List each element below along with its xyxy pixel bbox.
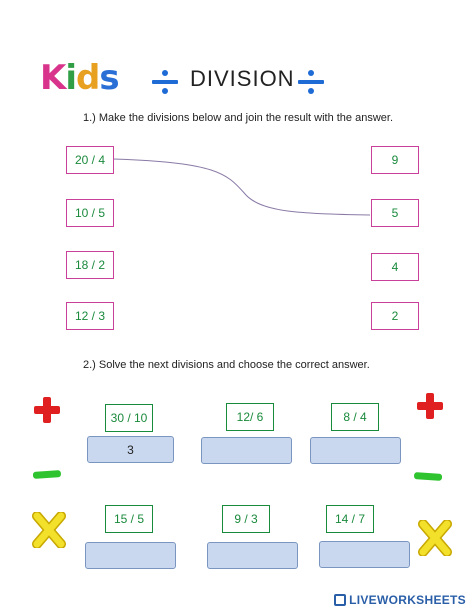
instruction-part2: 2.) Solve the next divisions and choose the correct answer. [83,359,370,371]
logo-letter-s: s [99,58,119,98]
instruction-part1: 1.) Make the divisions below and join the result with the answer. [83,112,393,124]
question-box: 8 / 4 [331,403,379,431]
answer-select[interactable] [85,542,176,569]
match-left-item[interactable]: 10 / 5 [66,199,114,227]
minus-icon [414,472,442,482]
answer-select[interactable] [201,437,292,464]
plus-icon [417,393,443,419]
match-line-20-4-to-5 [113,159,370,215]
minus-icon [33,470,61,480]
match-right-item[interactable]: 5 [371,199,419,227]
match-left-item[interactable]: 18 / 2 [66,251,114,279]
match-right-item[interactable]: 9 [371,146,419,174]
footer-brand: LIVEWORKSHEETS [349,593,466,607]
question-box: 12/ 6 [226,403,274,431]
logo-letter-i: i [65,58,77,98]
logo-letter-k: K [40,58,66,98]
liveworksheets-footer [334,593,466,607]
plus-icon [34,397,60,423]
question-box: 9 / 3 [222,505,270,533]
match-left-item[interactable]: 20 / 4 [66,146,114,174]
question-box: 15 / 5 [105,505,153,533]
question-box: 14 / 7 [326,505,374,533]
answer-select[interactable] [319,541,410,568]
times-icon [32,512,66,548]
answer-select[interactable]: 3 [87,436,174,463]
liveworksheets-logo-icon [334,594,346,606]
logo-letter-d: d [76,58,100,98]
question-box: 30 / 10 [105,404,153,432]
page-title: DIVISION [190,66,295,91]
match-right-item[interactable]: 2 [371,302,419,330]
match-left-item[interactable]: 12 / 3 [66,302,114,330]
times-icon [418,520,452,556]
answer-select[interactable] [310,437,401,464]
answer-select[interactable] [207,542,298,569]
match-right-item[interactable]: 4 [371,253,419,281]
